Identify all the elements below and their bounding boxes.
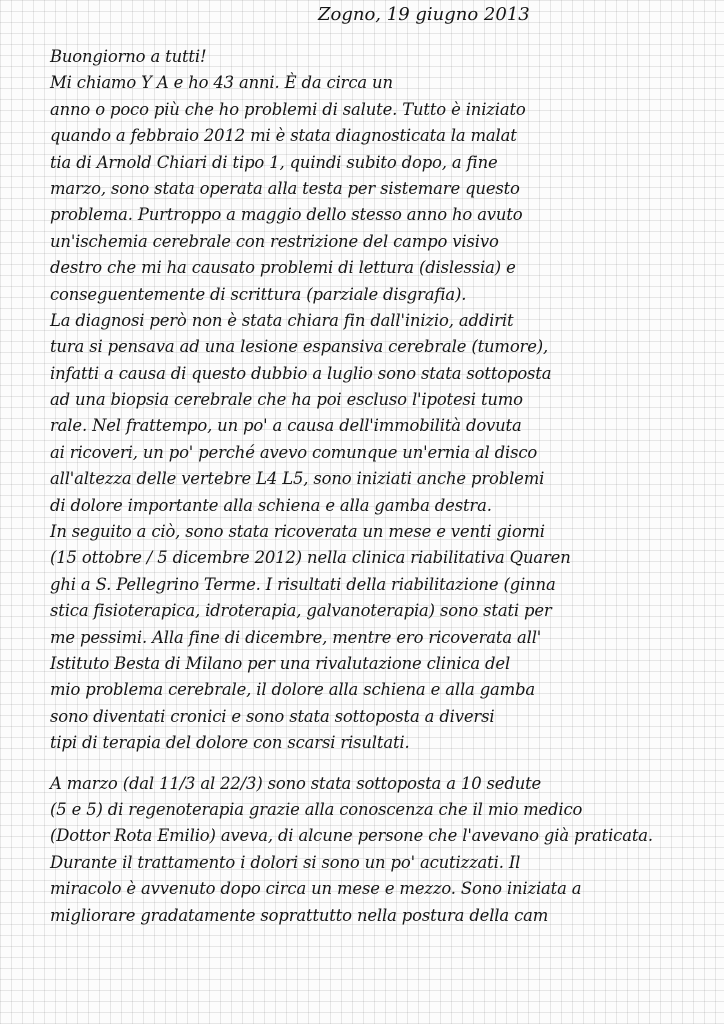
text-line: (5 e 5) di regenoterapia grazie alla conoscenza che il mio medico [50,799,583,819]
text-line: (Dottor Rota Emilio) aveva, di alcune persone che l'avevano già praticata. [50,826,653,846]
letter-body [50,44,722,929]
text-line: conseguentemente di scrittura (parziale disgrafia). [50,284,467,304]
text-line: In seguito a ciò, sono stata ricoverata un mese e venti giorni [50,522,545,542]
text-line: La diagnosi però non è stata chiara fin dall'inizio, addirit [50,310,514,330]
text-line: ad una biopsia cerebrale che ha poi escluso l'ipotesi tumo [50,390,523,410]
text-line: un'ischemia cerebrale con restrizione del campo visivo [50,231,499,251]
text-line: ghi a S. Pellegrino Terme. I risultati della riabilitazione (ginna [50,574,556,594]
text-line: rale. Nel frattempo, un po' a causa dell'immobilità dovuta [50,416,522,436]
text-line: Mi chiamo Y A e ho 43 anni. È da circa un [50,73,393,93]
text-line: Buongiorno a tutti! [50,47,207,66]
text-line: stica fisioterapica, idroterapia, galvanoterapia) sono stati per [50,601,552,621]
text-line: sono diventati cronici e sono stata sottoposta a diversi [50,706,495,726]
text-line: destro che mi ha causato problemi di lettura (dislessia) e [50,258,516,278]
text-line: di dolore importante alla schiena e alla gamba destra. [50,495,492,515]
text-line: tia di Arnold Chiari di tipo 1, quindi subito dopo, a fine [50,152,498,172]
text-line: me pessimi. Alla fine di dicembre, mentre ero ricoverata all' [50,627,542,647]
text-line: anno o poco più che ho problemi di salute. Tutto è iniziato [50,99,526,119]
paragraph-gap [50,757,722,771]
text-line: mio problema cerebrale, il dolore alla schiena e alla gamba [50,680,536,700]
text-line: infatti a causa di questo dubbio a luglio sono stata sottoposta [50,363,552,383]
text-line: quando a febbraio 2012 mi è stata diagnosticata la malat [50,126,517,146]
text-line: tura si pensava ad una lesione espansiva cerebrale (tumore), [50,337,549,357]
letter-dateline: Zogno, 19 giugno 2013 [318,4,530,25]
text-line: problema. Purtroppo a maggio dello stesso anno ho avuto [50,205,523,225]
text-line: tipi di terapia del dolore con scarsi risultati. [50,733,410,753]
text-line: (15 ottobre / 5 dicembre 2012) nella clinica riabilitativa Quaren [50,548,571,568]
text-line: Istituto Besta di Milano per una rivalutazione clinica del [50,653,511,673]
text-line: all'altezza delle vertebre L4 L5, sono iniziati anche problemi [50,469,545,489]
text-line: Durante il trattamento i dolori si sono un po' acutizzati. Il [50,852,521,872]
text-line: marzo, sono stata operata alla testa per sistemare questo [50,178,520,198]
text-line: A marzo (dal 11/3 al 22/3) sono stata sottoposta a 10 sedute [50,773,542,793]
text-line: ai ricoveri, un po' perché avevo comunque un'ernia al disco [50,442,538,462]
text-line: miracolo è avvenuto dopo circa un mese e mezzo. Sono iniziata a [50,879,582,899]
text-line: migliorare gradatamente soprattutto nella postura della cam [50,905,549,925]
